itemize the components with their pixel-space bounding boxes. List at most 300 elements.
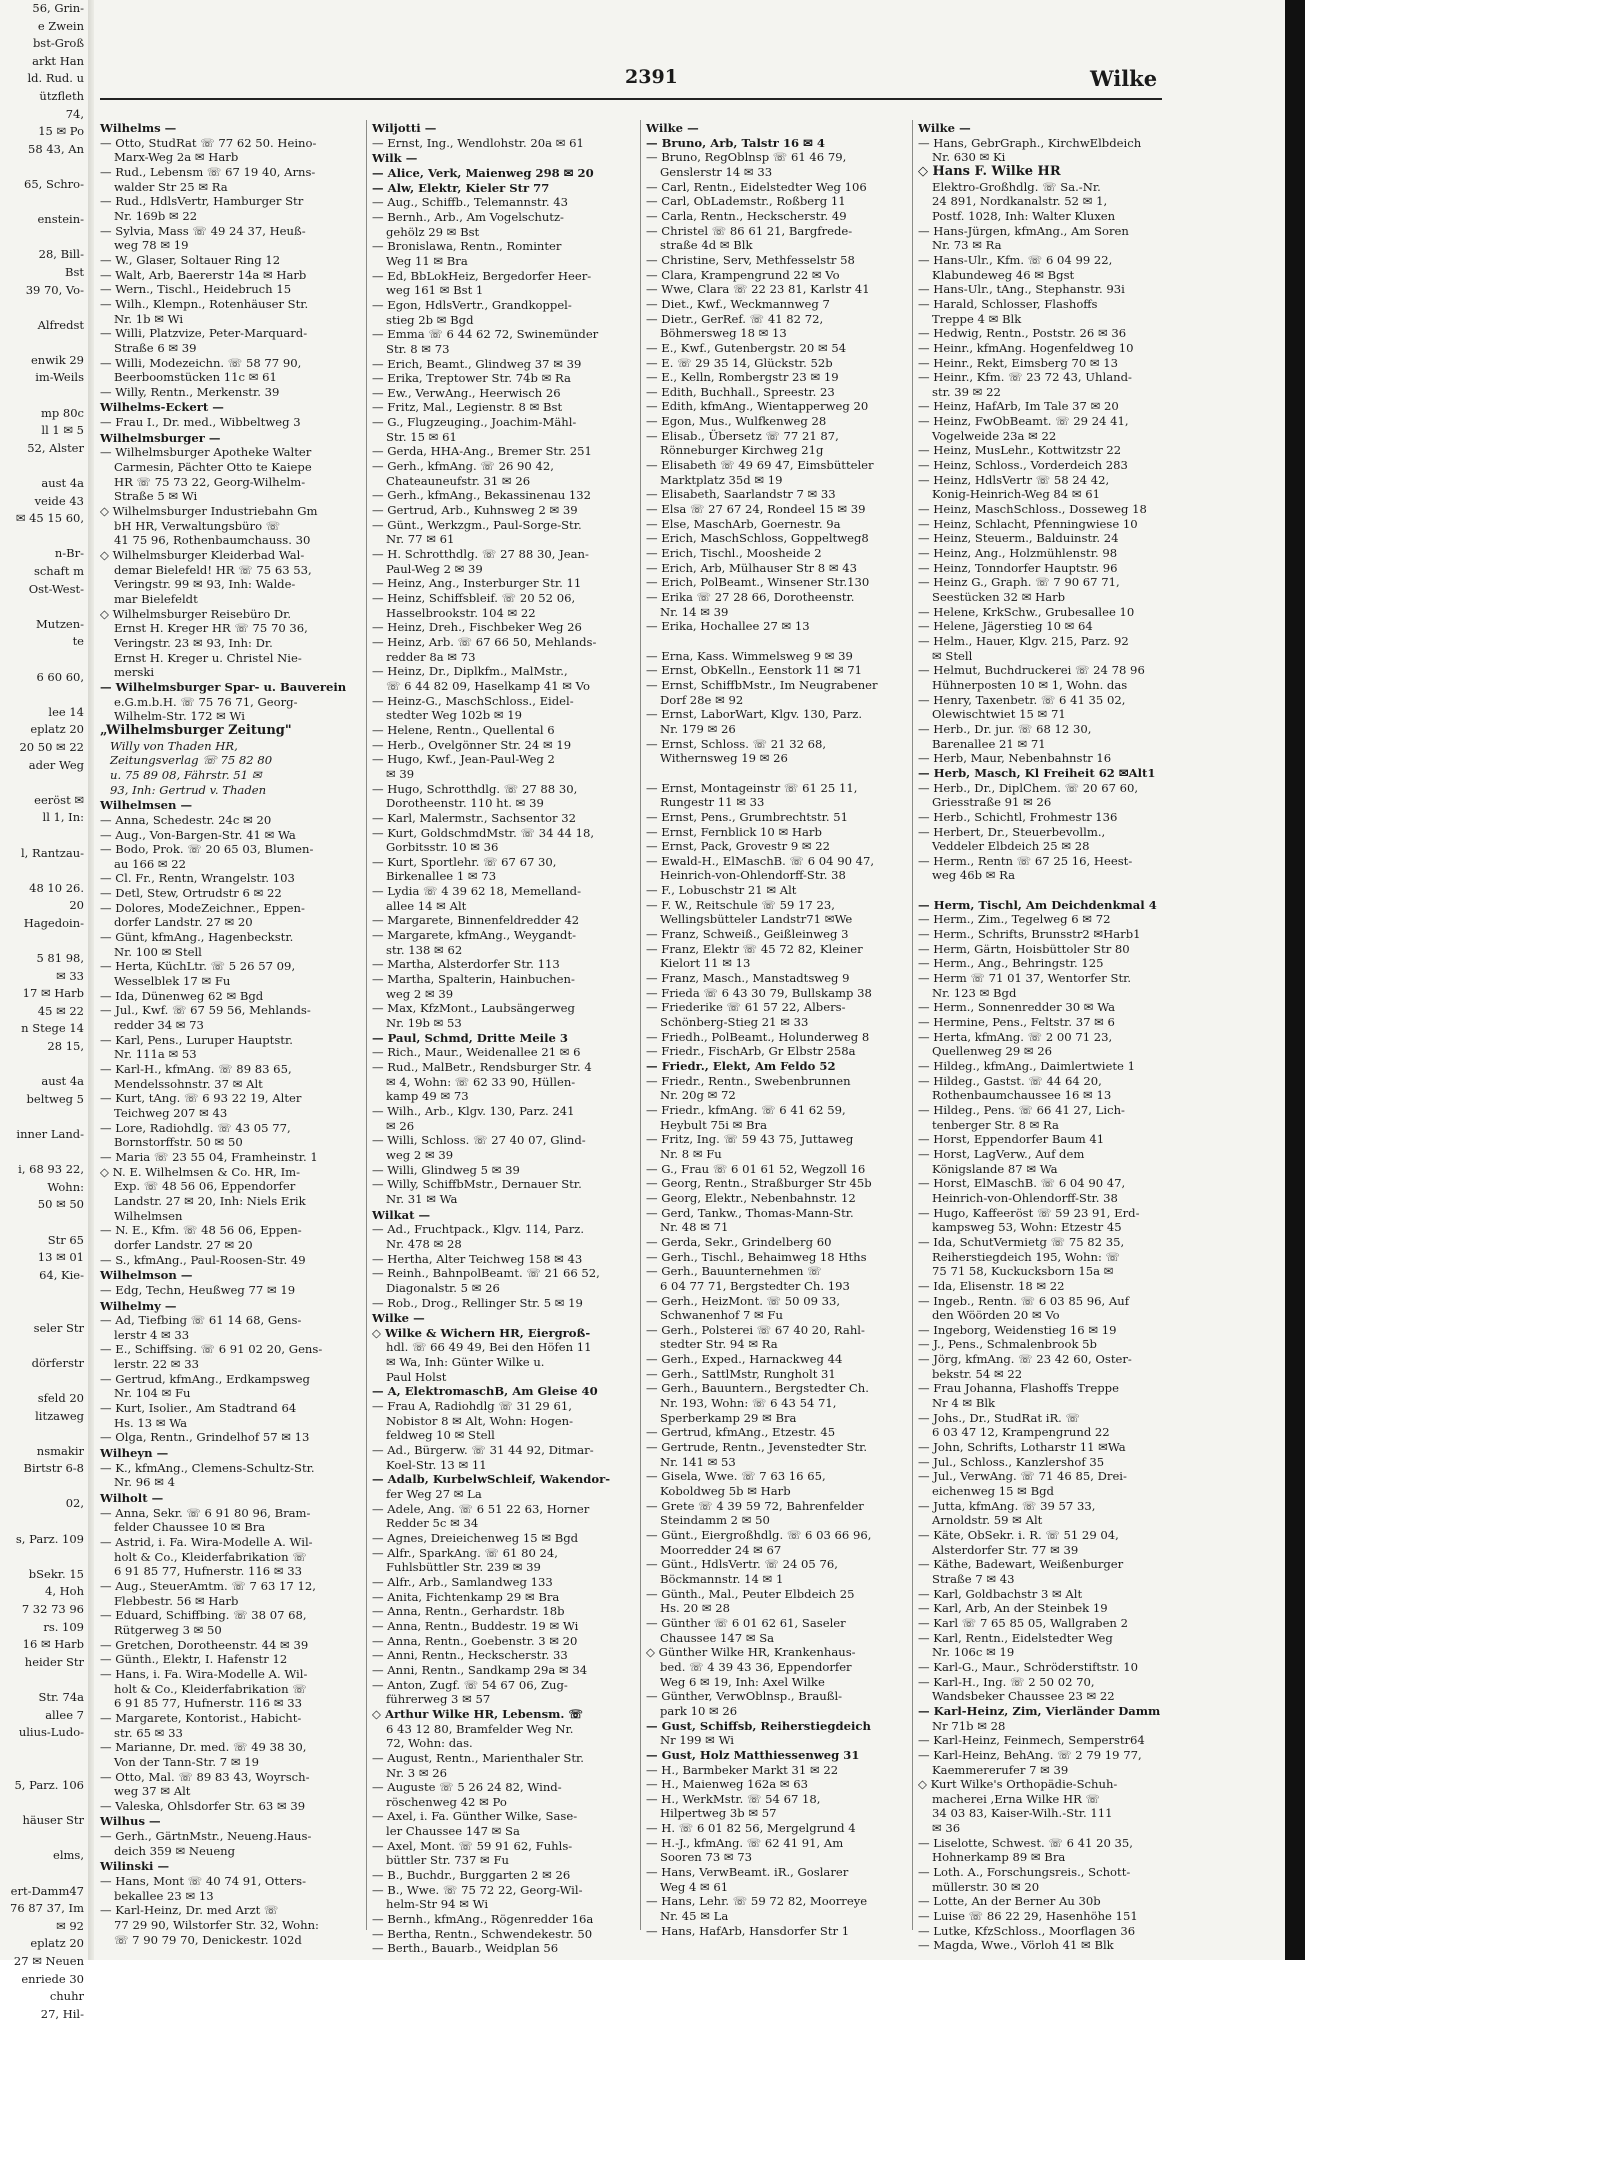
entry-continuation: Rönneburger Kirchweg 21g bbox=[660, 443, 824, 458]
gutter-fragment: seler Str bbox=[33, 1320, 84, 1335]
directory-entry: — Auguste ☏ 5 26 24 82, Wind- bbox=[372, 1780, 562, 1795]
gutter-fragment bbox=[0, 862, 86, 880]
gutter-fragment: 7 32 73 96 bbox=[21, 1602, 84, 1617]
entry-continuation: holt & Co., Kleiderfabrikation ☏ bbox=[114, 1549, 307, 1564]
directory-entry: — Carla, Rentn., Heckscherstr. 49 bbox=[646, 208, 847, 223]
surname-heading: Wilhelmson — bbox=[100, 1268, 193, 1283]
entry-continuation: Withernsweg 19 ✉ 26 bbox=[660, 751, 788, 766]
directory-entry: — Jul., Schloss., Kanzlershof 35 bbox=[918, 1454, 1105, 1469]
directory-entry: — Friedr., Rentn., Swebenbrunnen bbox=[646, 1073, 851, 1088]
entry-continuation: Olewischtwiet 15 ✉ 71 bbox=[932, 707, 1066, 722]
business-entry: — Gust, Schiffsb, Reiherstiegdeich bbox=[646, 1718, 871, 1733]
directory-entry: — Dolores, ModeZeichner., Eppen- bbox=[100, 900, 305, 915]
directory-entry: — Karl-Heinz, BehAng. ☏ 2 79 19 77, bbox=[918, 1747, 1142, 1762]
entry-continuation: Reiherstiegdeich 195, Wohn: ☏ bbox=[932, 1249, 1121, 1264]
directory-entry: — Agnes, Dreieichenweg 15 ✉ Bgd bbox=[372, 1531, 579, 1545]
entry-continuation: feldweg 10 ✉ Stell bbox=[386, 1428, 495, 1443]
directory-entry: — Kurt, GoldschmdMstr. ☏ 34 44 18, bbox=[372, 825, 595, 840]
directory-entry: — Hans-Ulr., tAng., Stephanstr. 93i bbox=[918, 282, 1125, 297]
business-entry: — Adalb, KurbelwSchleif, Wakendor- bbox=[372, 1472, 611, 1487]
directory-entry: — Hans-Jürgen, kfmAng., Am Soren bbox=[918, 223, 1129, 238]
entry-continuation: Nr. 96 ✉ 4 bbox=[114, 1475, 175, 1490]
entry-continuation: Nr. 1b ✉ Wi bbox=[114, 311, 184, 326]
gutter-fragment bbox=[0, 1214, 86, 1232]
directory-entry: ◇ Wilhelmsburger Reisebüro Dr. bbox=[100, 606, 292, 621]
directory-entry: — Herb, Maur, Nebenbahnstr 16 bbox=[918, 751, 1112, 766]
gutter-fragment: nsmakir bbox=[36, 1443, 84, 1458]
entry-continuation: Straße 5 ✉ Wi bbox=[114, 489, 198, 504]
entry-continuation: Nr. 100 ✉ Stell bbox=[114, 944, 202, 959]
directory-entry: — Gerda, Sekr., Grindelberg 60 bbox=[646, 1234, 832, 1249]
gutter-fragment bbox=[0, 387, 86, 405]
gutter-fragment: i, 68 93 22, bbox=[18, 1162, 84, 1177]
entry-continuation: Griesstraße 91 ✉ 26 bbox=[932, 795, 1052, 810]
directory-entry: — Heinr., Kfm. ☏ 23 72 43, Uhland- bbox=[918, 370, 1132, 385]
business-entry: ◇ Hans F. Wilke HR bbox=[918, 163, 1061, 179]
entry-continuation: Straße 6 ✉ 39 bbox=[114, 340, 197, 355]
entry-continuation: Dorotheenstr. 110 ht. ✉ 39 bbox=[386, 796, 544, 811]
entry-continuation: Schwanenhof 7 ✉ Fu bbox=[660, 1308, 783, 1323]
entry-continuation: Wandsbeker Chaussee 23 ✉ 22 bbox=[932, 1689, 1115, 1704]
entry-continuation: weg 37 ✉ Alt bbox=[114, 1784, 191, 1799]
entry-continuation: Nr. 123 ✉ Bgd bbox=[932, 985, 1017, 1000]
directory-entry: — W., Glaser, Soltauer Ring 12 bbox=[100, 252, 281, 267]
directory-entry: — Egon, HdlsVertr., Grandkoppel- bbox=[372, 297, 572, 312]
directory-entry: — Clara, Krampengrund 22 ✉ Vo bbox=[646, 267, 840, 282]
directory-entry: — Georg, Elektr., Nebenbahnstr. 12 bbox=[646, 1190, 856, 1205]
gutter-fragment: häuser Str bbox=[22, 1813, 84, 1828]
entry-continuation: Nr. 19b ✉ 53 bbox=[386, 1016, 462, 1031]
directory-entry: — Ew., VerwAng., Heerwisch 26 bbox=[372, 385, 561, 400]
entry-continuation: Wesselblek 17 ✉ Fu bbox=[114, 974, 231, 989]
directory-entry: — Ernst, Pens., Grumbrechtstr. 51 bbox=[646, 809, 849, 824]
directory-entry: ◇ N. E. Wilhelmsen & Co. HR, Im- bbox=[100, 1164, 301, 1179]
entry-continuation: Nr. 478 ✉ 28 bbox=[386, 1236, 462, 1251]
entry-continuation: allee 14 ✉ Alt bbox=[386, 898, 467, 913]
gutter-fragment bbox=[0, 299, 86, 317]
directory-entry: — H. Schrotthdlg. ☏ 27 88 30, Jean- bbox=[372, 547, 589, 562]
directory-entry: — Willi, Modezeichn. ☏ 58 77 90, bbox=[100, 355, 302, 370]
directory-entry: — Margarete, Kontorist., Habicht- bbox=[100, 1710, 302, 1725]
directory-entry: ◇ Wilhelmsburger Industriebahn Gm bbox=[100, 504, 318, 519]
gutter-fragment: 13 ✉ 01 bbox=[37, 1250, 84, 1265]
directory-entry: — Elsa ☏ 27 67 24, Rondeel 15 ✉ 39 bbox=[646, 502, 866, 517]
directory-entry: — Henry, Taxenbetr. ☏ 6 41 35 02, bbox=[918, 692, 1126, 707]
entry-continuation: ler Chaussee 147 ✉ Sa bbox=[386, 1824, 520, 1839]
directory-entry: — Hugo, Kaffeeröst ☏ 59 23 91, Erd- bbox=[918, 1205, 1140, 1220]
gutter-fragment: bst-Groß bbox=[32, 36, 84, 51]
surname-heading: Wilholt — bbox=[100, 1491, 164, 1506]
entry-continuation: Arnoldstr. 59 ✉ Alt bbox=[932, 1513, 1043, 1528]
gutter-fragment bbox=[0, 1372, 86, 1390]
entry-continuation: Nr 71b ✉ 28 bbox=[932, 1718, 1006, 1733]
entry-continuation: helm-Str 94 ✉ Wi bbox=[386, 1897, 489, 1912]
directory-entry: — Herm., Sonnenredder 30 ✉ Wa bbox=[918, 1000, 1116, 1015]
business-entry: — Alice, Verk, Maienweg 298 ✉ 20 bbox=[372, 165, 594, 180]
gutter-fragment: 17 ✉ Harb bbox=[22, 986, 84, 1001]
book-spine bbox=[88, 0, 94, 1960]
directory-entry: — Maria ☏ 23 55 04, Framheinstr. 1 bbox=[100, 1149, 318, 1164]
entry-continuation: Rothenbaumchaussee 16 ✉ 13 bbox=[932, 1088, 1112, 1103]
entry-continuation: Str. 8 ✉ 73 bbox=[386, 341, 450, 356]
entry-continuation: Seestücken 32 ✉ Harb bbox=[932, 590, 1066, 604]
directory-entry: — Heinz, HdlsVertr ☏ 58 24 42, bbox=[918, 472, 1110, 487]
directory-entry: — Margarete, Binnenfeldredder 42 bbox=[372, 913, 580, 928]
directory-entry: — Herb., Dr., DiplChem. ☏ 20 67 60, bbox=[918, 780, 1139, 795]
directory-entry: — Gertrud, Arb., Kuhnsweg 2 ✉ 39 bbox=[372, 503, 578, 518]
gutter-fragment bbox=[0, 334, 86, 352]
directory-entry: — Ida, Elisenstr. 18 ✉ 22 bbox=[918, 1278, 1065, 1293]
directory-entry: — Alfr., Arb., Samlandweg 133 bbox=[372, 1574, 553, 1589]
entry-continuation: Hs. 20 ✉ 28 bbox=[660, 1601, 731, 1616]
entry-continuation: Nr. 31 ✉ Wa bbox=[386, 1191, 458, 1206]
directory-entry: — Bodo, Prok. ☏ 20 65 03, Blumen- bbox=[100, 842, 314, 857]
directory-entry: — Helene, Jägerstieg 10 ✉ 64 bbox=[918, 619, 1093, 634]
directory-entry: — Karl, Pens., Luruper Hauptstr. bbox=[100, 1032, 293, 1047]
directory-entry: — Hans, i. Fa. Wira-Modelle A. Wil- bbox=[100, 1666, 308, 1681]
entry-continuation: demar Bielefeld! HR ☏ 75 63 53, bbox=[114, 562, 312, 577]
directory-entry: — Willi, Glindweg 5 ✉ 39 bbox=[372, 1162, 520, 1177]
entry-continuation: eichenweg 15 ✉ Bgd bbox=[932, 1484, 1054, 1499]
directory-entry: — Günther, VerwOblnsp., Braußl- bbox=[646, 1689, 843, 1704]
directory-entry: — Carl, ObLademstr., Roßberg 11 bbox=[646, 194, 846, 209]
directory-entry: — Heinz, Schloss., Vorderdeich 283 bbox=[918, 458, 1128, 473]
entry-continuation: hdl. ☏ 66 49 49, Bei den Höfen 11 bbox=[386, 1340, 592, 1355]
directory-entry: — Erich, PolBeamt., Winsener Str.130 bbox=[646, 575, 870, 590]
directory-entry: — Elisab., Übersetz ☏ 77 21 87, bbox=[646, 428, 839, 443]
gutter-fragment bbox=[0, 1830, 86, 1848]
directory-entry: — Herb., Dr. jur. ☏ 68 12 30, bbox=[918, 721, 1092, 736]
entry-continuation: Vogelweide 23a ✉ 22 bbox=[932, 428, 1057, 443]
page-keyword: Wilke bbox=[1090, 66, 1158, 91]
entry-continuation: Nr. 14 ✉ 39 bbox=[660, 604, 729, 619]
entry-continuation: bekallee 23 ✉ 13 bbox=[114, 1888, 214, 1903]
gutter-fragment: eeröst ✉ bbox=[34, 792, 84, 807]
directory-entry: — Gretchen, Dorotheenstr. 44 ✉ 39 bbox=[100, 1637, 309, 1652]
directory-entry: — Erich, MaschSchloss, Goppeltweg8 bbox=[646, 531, 869, 546]
entry-continuation: Nr. 169b ✉ 22 bbox=[114, 208, 198, 223]
directory-entry: — Ernst, Montageinstr ☏ 61 25 11, bbox=[646, 780, 858, 795]
directory-entry: — E., Kwf., Gutenbergstr. 20 ✉ 54 bbox=[646, 340, 847, 355]
entry-continuation: 41 75 96, Rothenbaumchauss. 30 bbox=[114, 533, 311, 548]
entry-continuation: Paul-Weg 2 ✉ 39 bbox=[386, 561, 483, 576]
entry-continuation: ☏ 7 90 79 70, Denickestr. 102d bbox=[114, 1932, 302, 1947]
directory-entry: — Jul., VerwAng. ☏ 71 46 85, Drei- bbox=[918, 1469, 1127, 1484]
entry-continuation: Ernst H. Kreger u. Christel Nie- bbox=[114, 650, 302, 665]
directory-entry: — Günther ☏ 6 01 62 61, Saseler bbox=[646, 1615, 846, 1630]
directory-entry: — Kurt, tAng. ☏ 6 93 22 19, Alter bbox=[100, 1091, 302, 1106]
gutter-fragment bbox=[0, 1284, 86, 1302]
entry-continuation: Exp. ☏ 48 56 06, Eppendorfer bbox=[114, 1179, 296, 1194]
directory-entry: — Jul., Kwf. ☏ 67 59 56, Mehlands- bbox=[100, 1003, 311, 1018]
entry-continuation: 34 03 83, Kaiser-Wilh.-Str. 111 bbox=[932, 1806, 1113, 1821]
directory-entry: — Magda, Wwe., Vörloh 41 ✉ Blk bbox=[918, 1938, 1114, 1953]
gutter-fragment bbox=[0, 1671, 86, 1689]
entry-continuation: ✉ 4, Wohn: ☏ 62 33 90, Hüllen- bbox=[386, 1074, 576, 1089]
entry-continuation: Weg 6 ✉ 19, Inh: Axel Wilke bbox=[660, 1674, 825, 1689]
directory-entry: — Karl-H., Ing. ☏ 2 50 02 70, bbox=[918, 1674, 1095, 1689]
directory-entry: — Margarete, kfmAng., Weygandt- bbox=[372, 928, 577, 943]
directory-entry: — Erich, Beamt., Glindweg 37 ✉ 39 bbox=[372, 356, 582, 371]
directory-entry: — Rud., MalBetr., Rendsburger Str. 4 bbox=[372, 1060, 592, 1074]
entry-continuation: Chateaunеufstr. 31 ✉ 26 bbox=[386, 473, 531, 488]
directory-entry: — Martha, Alsterdorfer Str. 113 bbox=[372, 957, 560, 972]
directory-entry: — Heinr., Rekt, Eimsberg 70 ✉ 13 bbox=[918, 355, 1119, 370]
surname-heading: Wiljotti — bbox=[372, 121, 437, 135]
entry-continuation: str. 65 ✉ 33 bbox=[114, 1725, 183, 1740]
directory-entry: — Gerh., SattlMstr, Rungholt 31 bbox=[646, 1366, 836, 1381]
entry-continuation: bH HR, Verwaltungsbüro ☏ bbox=[114, 518, 281, 533]
directory-entry: — Gertrud, kfmAng., Erdkampsweg bbox=[100, 1371, 310, 1386]
directory-entry: — Günt., Eiergroßhdlg. ☏ 6 03 66 96, bbox=[646, 1528, 872, 1542]
directory-entry: — Wilhelmsburger Apotheke Walter bbox=[100, 445, 312, 460]
gutter-fragment bbox=[0, 229, 86, 247]
directory-entry: — Heinz-G., MaschSchloss., Eidel- bbox=[372, 693, 574, 708]
gutter-fragment: Mutzen- bbox=[36, 616, 84, 631]
gutter-fragment: s, Parz. 109 bbox=[15, 1531, 84, 1546]
directory-entry: — Bernh., Arb., Am Vogelschutz- bbox=[372, 209, 564, 224]
directory-entry: — H., Barmbeker Markt 31 ✉ 22 bbox=[646, 1762, 839, 1777]
gutter-fragment: bSekr. 15 bbox=[28, 1566, 84, 1581]
entry-continuation: Marktplatz 35d ✉ 19 bbox=[660, 472, 783, 487]
business-entry: ◇ Wilke & Wichern HR, Eiergroß- bbox=[372, 1325, 591, 1340]
directory-entry: — Georg, Rentn., Straßburger Str 45b bbox=[646, 1176, 872, 1191]
directory-entry: — Max, KfzMont., Laubsängerweg bbox=[372, 1001, 575, 1016]
directory-entry: — Sylvia, Mass ☏ 49 24 37, Heuß- bbox=[100, 223, 306, 238]
gutter-fragment: 5, Parz. 106 bbox=[14, 1777, 84, 1792]
directory-entry: — Friedr., FischArb, Gr Elbstr 258a bbox=[646, 1044, 856, 1059]
entry-continuation: Nr. 8 ✉ Fu bbox=[660, 1146, 722, 1161]
gutter-fragment: 65, Schro- bbox=[24, 176, 84, 191]
entry-continuation: Straße 7 ✉ 43 bbox=[932, 1571, 1015, 1586]
directory-entry: — Gerh., Polsterei ☏ 67 40 20, Rahl- bbox=[646, 1322, 865, 1337]
gutter-fragment bbox=[0, 1337, 86, 1355]
entry-continuation: Nr. 630 ✉ Ki bbox=[932, 150, 1006, 165]
entry-continuation: Redder 5c ✉ 34 bbox=[386, 1516, 479, 1531]
directory-entry: — Harald, Schlosser, Flashoffs bbox=[918, 296, 1098, 311]
business-entry: — Wilhelmsburger Spar- u. Bauverein bbox=[100, 679, 347, 694]
business-entry: „Wilhelmsburger Zeitung" bbox=[100, 722, 292, 738]
directory-entry: — F. W., Reitschule ☏ 59 17 23, bbox=[646, 897, 835, 912]
surname-heading: Wilinski — bbox=[100, 1859, 170, 1874]
entry-continuation: ✉ 36 bbox=[932, 1821, 961, 1836]
entry-continuation: HR ☏ 75 73 22, Georg-Wilhelm- bbox=[114, 474, 306, 489]
entry-continuation: 24 891, Nordkanalstr. 52 ✉ 1, bbox=[932, 194, 1108, 209]
entry-continuation: Konig-Heinrich-Weg 84 ✉ 61 bbox=[932, 487, 1101, 502]
directory-entry: — Heinz, HafArb, Im Tale 37 ✉ 20 bbox=[918, 399, 1119, 414]
gutter-fragment: aust 4a bbox=[41, 1074, 84, 1089]
directory-entry: — Christine, Serv, Methfesselstr 58 bbox=[646, 252, 855, 267]
gutter-fragment bbox=[0, 1144, 86, 1162]
directory-entry bbox=[918, 883, 1176, 898]
gutter-fragment: 20 50 ✉ 22 bbox=[19, 739, 84, 754]
gutter-fragment: 28 15, bbox=[47, 1039, 84, 1054]
directory-entry: — Karl-Heinz, Dr. med Arzt ☏ bbox=[100, 1903, 279, 1918]
column-divider bbox=[912, 120, 913, 1930]
directory-entry: — H., Maienweg 162a ✉ 63 bbox=[646, 1777, 809, 1792]
entry-continuation: Königslande 87 ✉ Wa bbox=[932, 1161, 1058, 1176]
business-entry: — Bruno, Arb, Talstr 16 ✉ 4 bbox=[646, 135, 825, 150]
directory-entry: ◇ Wilhelmsburger Kleiderbad Wal- bbox=[100, 548, 305, 563]
directory-entry: — Rud., HdlsVertr, Hamburger Str bbox=[100, 194, 304, 209]
business-entry: — Alw, Elektr, Kieler Str 77 bbox=[372, 180, 550, 195]
directory-entry: — Gerh., kfmAng., Bekassinenau 132 bbox=[372, 488, 592, 503]
directory-entry: — Jutta, kfmAng. ☏ 39 57 33, bbox=[918, 1498, 1096, 1513]
gutter-fragment bbox=[0, 686, 86, 704]
entry-continuation: 6 43 12 80, Bramfelder Weg Nr. bbox=[386, 1721, 574, 1736]
directory-entry: — Herb., Schichtl, Frohmestr 136 bbox=[918, 809, 1118, 824]
entry-continuation: lerstr. 22 ✉ 33 bbox=[114, 1357, 199, 1372]
gutter-fragment: ulius-Ludo- bbox=[18, 1725, 84, 1740]
entry-continuation: Teichweg 207 ✉ 43 bbox=[114, 1105, 228, 1120]
entry-continuation: Veringstr. 99 ✉ 93, Inh: Walde- bbox=[114, 577, 296, 592]
directory-column-4 bbox=[918, 120, 1176, 1953]
entry-continuation: mar Bielefeldt bbox=[114, 592, 198, 606]
gutter-fragment: 27, Hil- bbox=[40, 2006, 84, 2021]
entry-continuation: Elektro-Großhdlg. ☏ Sa.-Nr. bbox=[932, 179, 1101, 194]
directory-entry: — Detl, Stew, Ortrudstr 6 ✉ 22 bbox=[100, 886, 282, 901]
gutter-fragment: Str. 74a bbox=[38, 1690, 84, 1704]
business-entry: — Friedr., Elekt, Am Feldo 52 bbox=[646, 1059, 836, 1073]
directory-entry: — Karl, Rentn., Eidelstedter Weg bbox=[918, 1630, 1113, 1645]
directory-entry: — Ernst, Pack, Grovestr 9 ✉ 22 bbox=[646, 839, 831, 854]
directory-entry: — Ad, Tiefbing ☏ 61 14 68, Gens- bbox=[100, 1313, 302, 1328]
entry-continuation: Treppe 4 ✉ Blk bbox=[932, 311, 1022, 326]
directory-entry: — Helene, KrkSchw., Grubesallee 10 bbox=[918, 604, 1135, 619]
directory-entry: — Herm, Gärtn, Hoisbüttoler Str 80 bbox=[918, 941, 1130, 956]
directory-entry: — Gerh., Bauunternehmen ☏ bbox=[646, 1264, 822, 1279]
directory-entry: — Gerh., Bauuntern., Bergstedter Ch. bbox=[646, 1381, 869, 1396]
directory-entry: — Diet., Kwf., Weckmannweg 7 bbox=[646, 296, 830, 311]
directory-entry: — Erika, Hochallee 27 ✉ 13 bbox=[646, 619, 810, 634]
directory-entry: — Günt, kfmAng., Hagenbeckstr. bbox=[100, 930, 294, 945]
entry-continuation: Hs. 13 ✉ Wa bbox=[114, 1415, 188, 1430]
directory-entry: — Luise ☏ 86 22 29, Hasenhöhe 151 bbox=[918, 1909, 1138, 1924]
gutter-fragment: Alfredst bbox=[37, 317, 84, 332]
directory-entry: — Heinz, Steuerm., Balduinstr. 24 bbox=[918, 531, 1119, 546]
surname-heading: Wilheyn — bbox=[100, 1446, 169, 1461]
entry-continuation: Barenallee 21 ✉ 71 bbox=[932, 736, 1046, 751]
directory-entry: — Emma ☏ 6 44 62 72, Swinemünder bbox=[372, 327, 599, 342]
entry-continuation: röschenweg 42 ✉ Po bbox=[386, 1794, 507, 1809]
surname-heading: Wilhelmsburger — bbox=[100, 430, 221, 445]
entry-continuation: Nr 4 ✉ Blk bbox=[932, 1396, 996, 1411]
business-entry: — Gust, Holz Matthiessenweg 31 bbox=[646, 1747, 860, 1762]
gutter-fragment bbox=[0, 598, 86, 616]
directory-entry: — Heinz, Arb. ☏ 67 66 50, Mehlands- bbox=[372, 634, 597, 649]
directory-entry: — Rich., Maur., Weidenallee 21 ✉ 6 bbox=[372, 1045, 581, 1060]
gutter-fragment: ert-Damm47 bbox=[10, 1883, 84, 1898]
directory-entry: ◇ Kurt Wilke's Orthopädie-Schuh- bbox=[918, 1777, 1118, 1792]
directory-entry: — Heinz, MaschSchloss., Dosseweg 18 bbox=[918, 502, 1147, 517]
gutter-fragment: l, Rantzau- bbox=[20, 845, 84, 860]
directory-entry: — John, Schrifts, Lotharstr 11 ✉Wa bbox=[918, 1440, 1126, 1455]
directory-entry: — Heinz, Dreh., Fischbeker Weg 26 bbox=[372, 620, 582, 635]
gutter-fragment: veide 43 bbox=[34, 493, 84, 508]
surname-heading: Wilkat — bbox=[372, 1207, 431, 1222]
directory-entry: — Edith, Buchhall., Spreestr. 23 bbox=[646, 384, 835, 399]
entry-continuation: Von der Tann-Str. 7 ✉ 19 bbox=[114, 1754, 259, 1769]
gutter-fragment: 20 bbox=[69, 898, 84, 913]
directory-entry: — G., Flugzeuging., Joachim-Mähl- bbox=[372, 415, 577, 430]
directory-entry: — August, Rentn., Marienthaler Str. bbox=[372, 1750, 584, 1765]
entry-continuation: Gorbitsstr. 10 ✉ 36 bbox=[386, 840, 499, 855]
directory-entry: — J., Pens., Schmalenbrook 5b bbox=[918, 1337, 1097, 1352]
entry-continuation: Schönberg-Stieg 21 ✉ 33 bbox=[660, 1015, 809, 1030]
entry-continuation: müllerstr. 30 ✉ 20 bbox=[932, 1879, 1040, 1894]
business-entry: — Herb, Masch, Kl Freiheit 62 ✉Alt1 bbox=[918, 765, 1156, 780]
gutter-fragment: heider Str bbox=[24, 1654, 84, 1669]
directory-entry: — Horst, Eppendorfer Baum 41 bbox=[918, 1132, 1105, 1147]
directory-entry: — Gerda, HHA-Ang., Bremer Str. 251 bbox=[372, 444, 592, 459]
directory-entry: — Friedr., kfmAng. ☏ 6 41 62 59, bbox=[646, 1102, 846, 1117]
directory-column-1 bbox=[100, 120, 358, 1950]
directory-entry: — Otto, Mal. ☏ 89 83 43, Woyrsch- bbox=[100, 1769, 310, 1784]
gutter-fragment: te bbox=[72, 634, 84, 649]
directory-entry: — G., Frau ☏ 6 01 61 52, Wegzoll 16 bbox=[646, 1161, 866, 1176]
entry-continuation: Postf. 1028, Inh: Walter Kluxen bbox=[932, 208, 1116, 223]
directory-entry: — Ingeb., Rentn. ☏ 6 03 85 96, Auf bbox=[918, 1293, 1130, 1308]
directory-entry: — Olga, Rentn., Grindelhof 57 ✉ 13 bbox=[100, 1430, 310, 1445]
surname-heading: Wilhelmsen — bbox=[100, 798, 193, 813]
directory-entry: — Hans, VerwBeamt. iR., Goslarer bbox=[646, 1865, 849, 1880]
entry-continuation: deich 359 ✉ Neueng bbox=[114, 1843, 236, 1858]
entry-continuation: 93, Inh: Gertrud v. Thaden bbox=[110, 782, 267, 797]
gutter-fragment: ✉ 33 bbox=[56, 968, 84, 983]
directory-entry: — Valeska, Ohlsdorfer Str. 63 ✉ 39 bbox=[100, 1798, 306, 1813]
entry-continuation: Heinrich-von-Ohlendorff-Str. 38 bbox=[932, 1190, 1118, 1205]
directory-entry: — Rob., Drog., Rellinger Str. 5 ✉ 19 bbox=[372, 1295, 583, 1310]
entry-continuation: Str. 15 ✉ 61 bbox=[386, 429, 457, 444]
directory-entry: — Wern., Tischl., Heidebruch 15 bbox=[100, 282, 292, 297]
directory-entry: — Gerh., kfmAng. ☏ 26 90 42, bbox=[372, 459, 554, 474]
directory-entry: — Helene, Rentn., Quellental 6 bbox=[372, 722, 555, 737]
directory-entry: — Dietr., GerRef. ☏ 41 82 72, bbox=[646, 311, 824, 326]
entry-continuation: ✉ 39 bbox=[386, 766, 415, 781]
gutter-fragment: schaft m bbox=[33, 564, 84, 578]
directory-entry: — Karl-Heinz, Feinmech, Semperstr64 bbox=[918, 1733, 1145, 1748]
directory-entry: — Kurt, Sportlehr. ☏ 67 67 30, bbox=[372, 854, 557, 869]
gutter-fragment bbox=[0, 651, 86, 669]
entry-continuation: 6 91 85 77, Hufnerstr. 116 ✉ 33 bbox=[114, 1564, 303, 1579]
gutter-fragment: eplatz 20 bbox=[30, 1936, 84, 1951]
directory-entry: — Willi, Schloss. ☏ 27 40 07, Glind- bbox=[372, 1133, 586, 1148]
directory-entry: — Adele, Ang. ☏ 6 51 22 63, Horner bbox=[372, 1501, 590, 1516]
directory-entry: — Helmut, Buchdruckerei ☏ 24 78 96 bbox=[918, 663, 1145, 678]
entry-continuation: büttler Str. 737 ✉ Fu bbox=[386, 1853, 509, 1868]
gutter-fragment: enriede 30 bbox=[21, 1971, 84, 1986]
business-entry: — A, ElektromaschB, Am Gleise 40 bbox=[372, 1384, 598, 1399]
gutter-fragment: enwik 29 bbox=[31, 352, 84, 367]
entry-continuation: 72, Wohn: das. bbox=[386, 1736, 473, 1751]
directory-entry: — Frau I., Dr. med., Wibbeltweg 3 bbox=[100, 415, 301, 430]
gutter-fragment: chuhr bbox=[49, 1989, 84, 2004]
entry-continuation: ☏ 6 44 82 09, Haselkamp 41 ✉ Vo bbox=[386, 678, 590, 693]
directory-entry: — Frau Johanna, Flashoffs Treppe bbox=[918, 1381, 1119, 1396]
directory-entry: — Ernst, Ing., Wendlohstr. 20a ✉ 61 bbox=[372, 135, 584, 150]
directory-entry: — Heinz, MusLehr., Kottwitzstr 22 bbox=[918, 443, 1122, 458]
entry-continuation: bekstr. 54 ✉ 22 bbox=[932, 1366, 1023, 1381]
gutter-fragment: e Zwein bbox=[37, 18, 84, 33]
gutter-fragment: elms, bbox=[53, 1848, 84, 1863]
directory-entry: — Ida, Dünenweg 62 ✉ Bgd bbox=[100, 988, 264, 1003]
entry-continuation: Nr. 48 ✉ 71 bbox=[660, 1220, 729, 1235]
entry-continuation: Böckmannstr. 14 ✉ 1 bbox=[660, 1571, 784, 1586]
directory-entry: — Hedwig, Rentn., Poststr. 26 ✉ 36 bbox=[918, 326, 1127, 341]
column-divider bbox=[366, 120, 367, 1930]
gutter-fragment: enstein- bbox=[37, 212, 84, 227]
directory-entry: — Elisabeth, Saarlandstr 7 ✉ 33 bbox=[646, 487, 836, 502]
